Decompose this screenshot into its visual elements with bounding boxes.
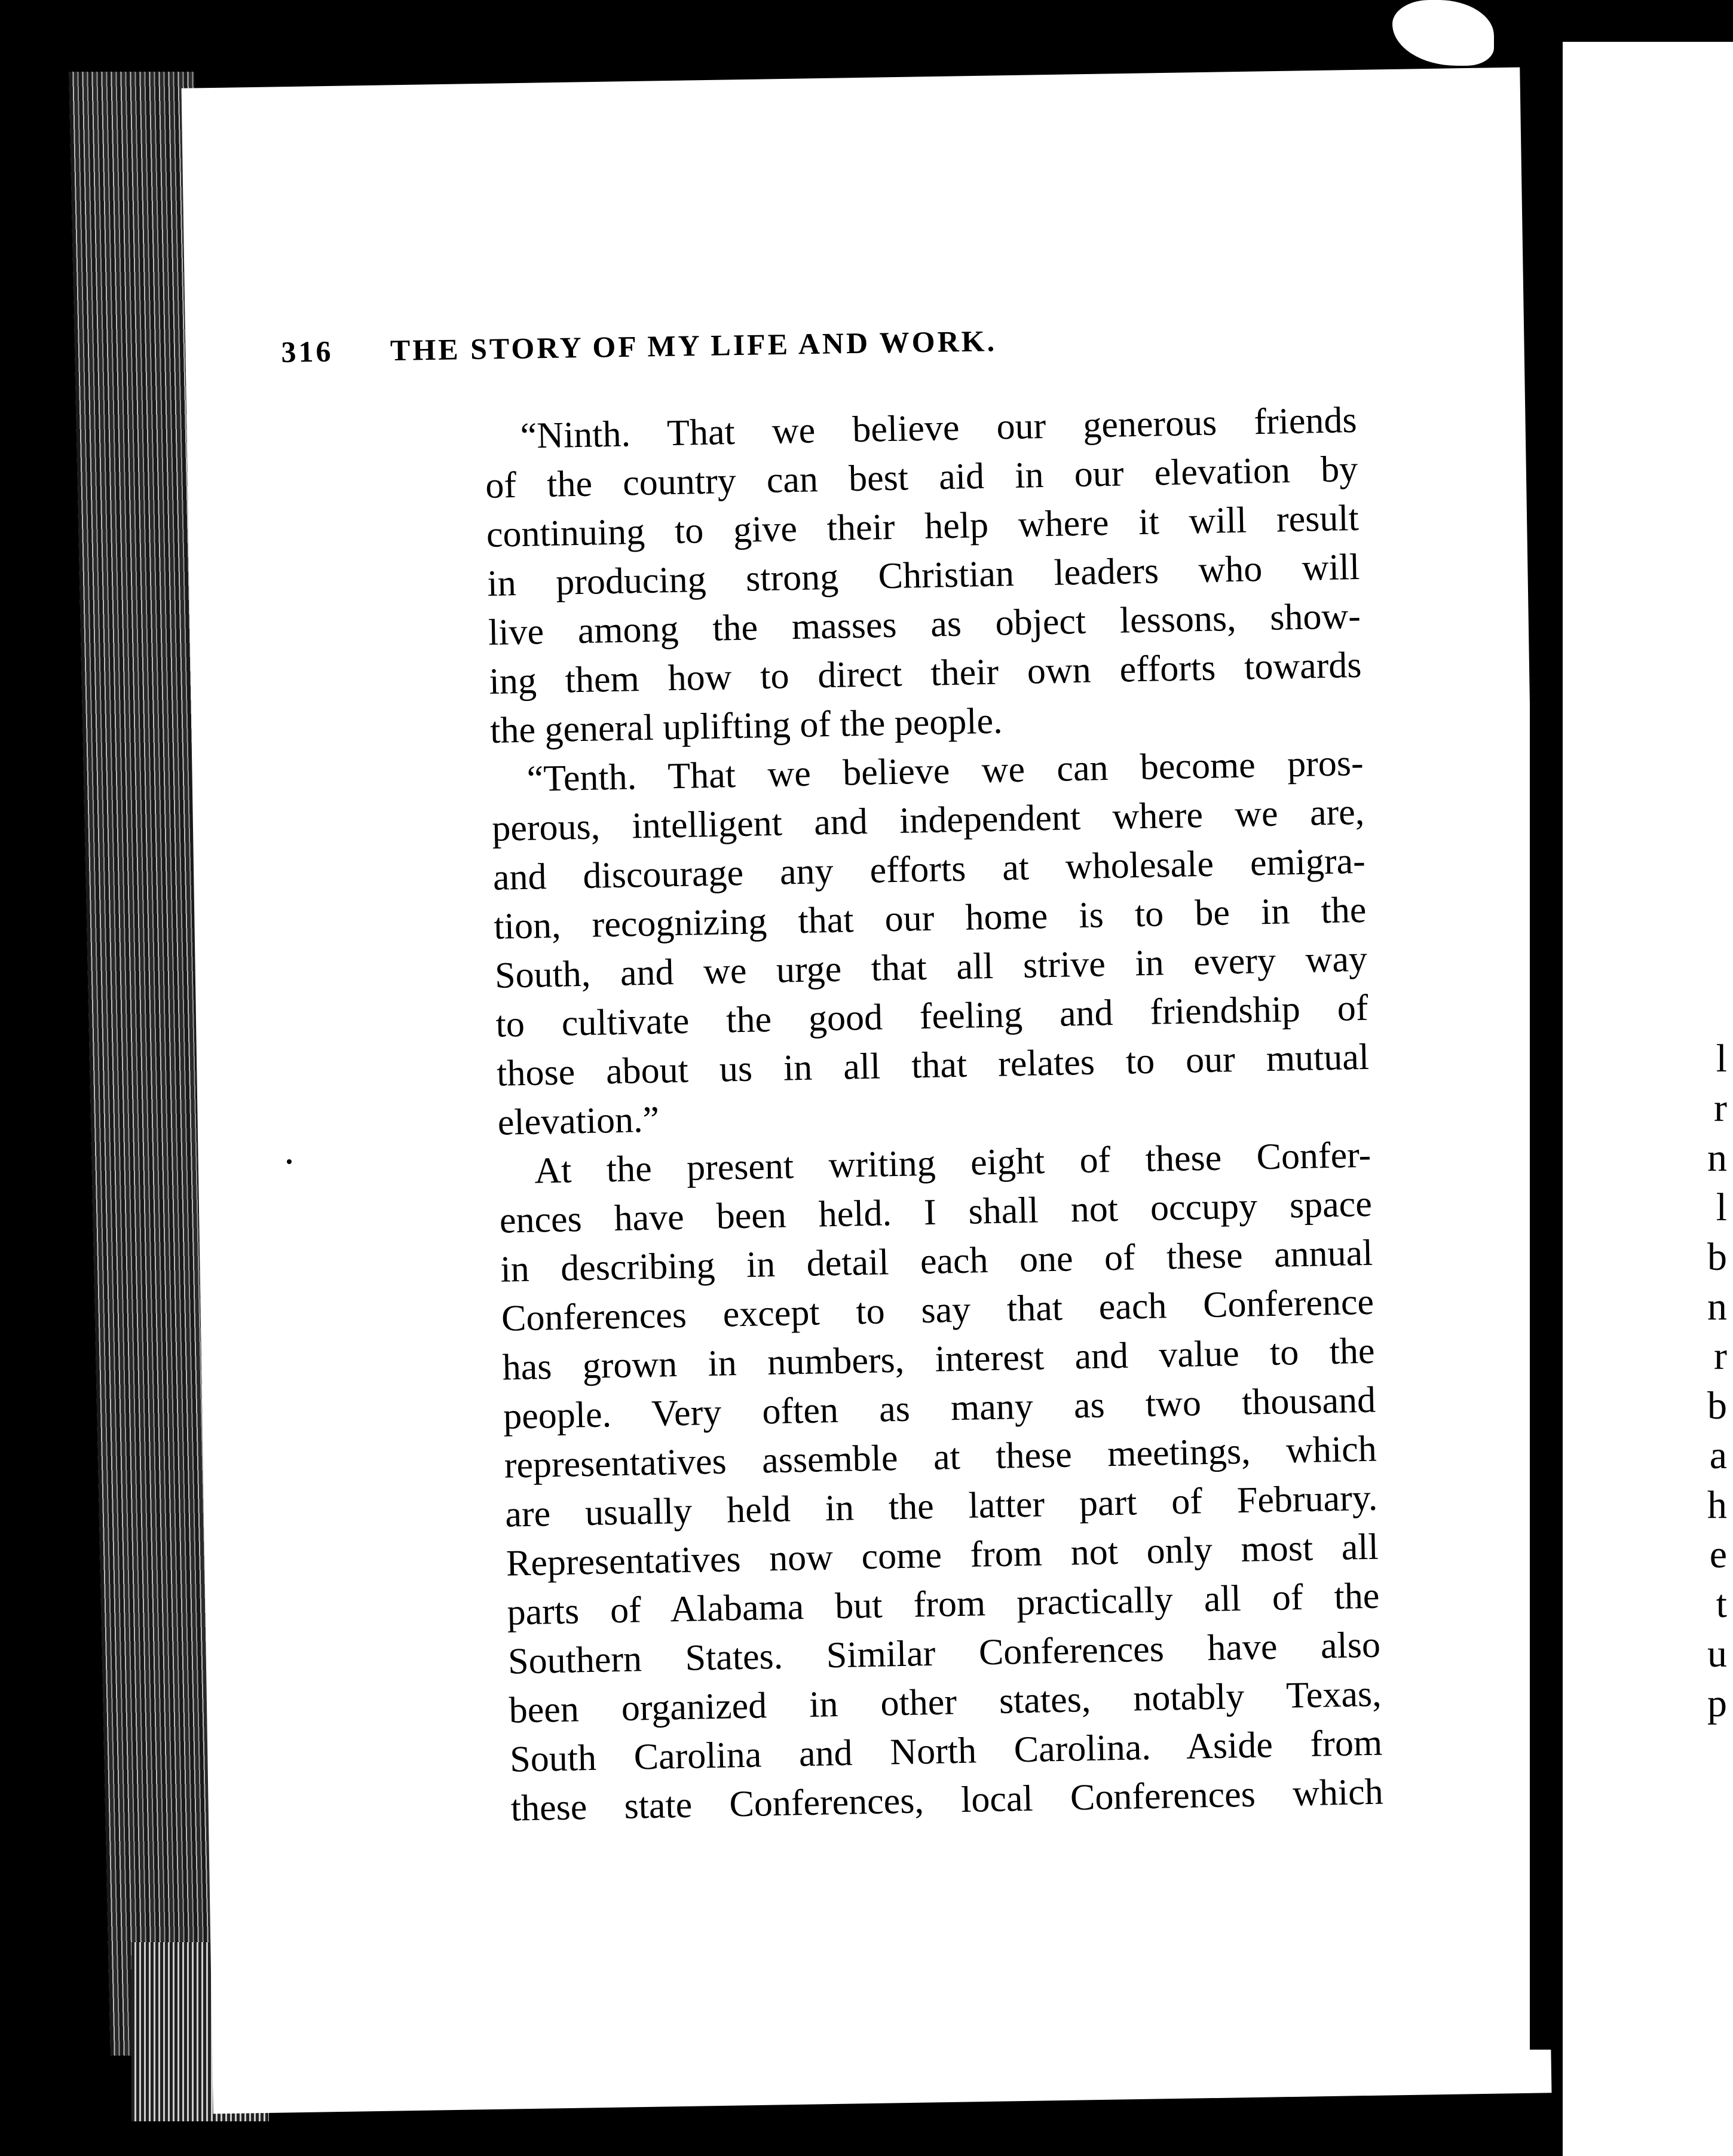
fragment: r — [1714, 1334, 1727, 1378]
text-line: people. Very often as many as two thousand — [503, 1379, 1376, 1437]
text-line: representatives assemble at these meetings, which — [504, 1428, 1377, 1486]
page-number: 316 — [281, 334, 333, 369]
text-line: ences have been held. I shall not occupy space — [499, 1183, 1373, 1241]
fragment: n — [1707, 1136, 1727, 1180]
book-gutter — [1530, 42, 1554, 2050]
text-line: to cultivate the good feeling and friendship of — [495, 987, 1369, 1045]
text-line: South Carolina and North Carolina. Aside from — [509, 1722, 1383, 1780]
paragraph-conferences — [498, 1131, 1384, 1833]
fragment: l — [1716, 1186, 1727, 1229]
text-line: parts of Alabama but from practically all of the — [506, 1575, 1380, 1633]
text-line: the general uplifting of the people. — [489, 700, 1003, 751]
text-line: has grown in numbers, interest and value to the — [502, 1330, 1376, 1388]
fragment: e — [1709, 1533, 1727, 1576]
fragment: b — [1707, 1235, 1727, 1279]
fragment: u — [1707, 1632, 1727, 1676]
scan-speck — [287, 1159, 292, 1164]
paragraph-tenth — [491, 739, 1370, 1147]
text-line: in producing strong Christian leaders who will — [486, 546, 1360, 604]
text-line: and discourage any efforts at wholesale emigra- — [492, 840, 1366, 898]
text-line: tion, recognizing that our home is to be in the — [493, 889, 1367, 947]
fragment: h — [1707, 1483, 1727, 1527]
text-line: perous, intelligent and independent where we are, — [491, 791, 1365, 849]
text-line: Southern States. Similar Conferences have also — [507, 1624, 1381, 1682]
running-title: THE STORY OF MY LIFE AND WORK. — [390, 324, 997, 368]
text-line: Representatives now come from not only most all — [506, 1526, 1379, 1584]
paragraph-ninth — [484, 396, 1363, 755]
right-page-sliver — [1563, 42, 1733, 2156]
fragment: l — [1716, 1037, 1727, 1080]
fragment: r — [1714, 1086, 1727, 1130]
text-line: live among the masses as object lessons, show- — [488, 595, 1361, 653]
fragment: a — [1709, 1434, 1727, 1477]
fragment: p — [1707, 1682, 1727, 1725]
paper-tear — [1392, 0, 1494, 66]
text-line: are usually held in the latter part of February. — [504, 1477, 1378, 1535]
text-line: elevation.” — [497, 1099, 660, 1143]
text-line: been organized in other states, notably Texas, — [509, 1673, 1382, 1731]
text-line: these state Conferences, local Conferences which — [510, 1771, 1384, 1829]
page-body — [484, 396, 1383, 1833]
facing-page-fragments — [1703, 1034, 1727, 1728]
text-line: “Ninth. That we believe our generous friends — [520, 399, 1358, 457]
fragment: b — [1707, 1384, 1727, 1428]
text-line: continuing to give their help where it will result — [486, 497, 1360, 555]
text-line: South, and we urge that all strive in every way — [494, 938, 1368, 996]
fragment: t — [1716, 1582, 1727, 1626]
text-line: “Tenth. That we believe we can become pros- — [526, 742, 1364, 800]
text-line: in describing in detail each one of these annual — [500, 1232, 1373, 1290]
text-line: those about us in all that relates to our mutual — [496, 1036, 1370, 1094]
text-line: of the country can best aid in our elevation by — [485, 448, 1358, 506]
text-line: At the present writing eight of these Confer- — [534, 1134, 1371, 1192]
text-line: ing them how to direct their own efforts towards — [489, 644, 1362, 702]
fragment: n — [1707, 1285, 1727, 1328]
text-line: Conferences except to say that each Conference — [501, 1281, 1374, 1339]
